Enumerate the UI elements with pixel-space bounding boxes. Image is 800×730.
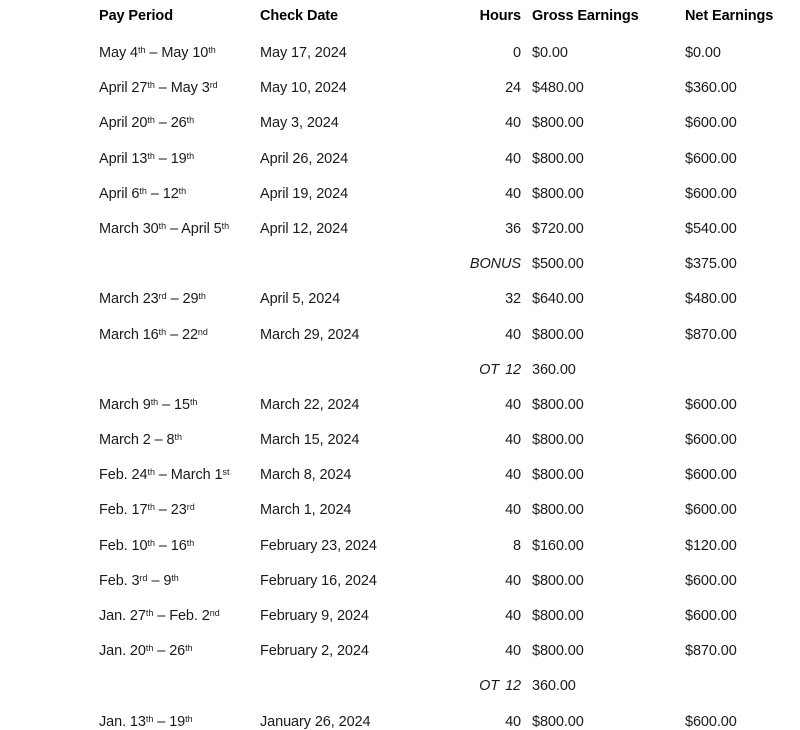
cell-net-earnings: $600.00 [685, 467, 737, 484]
ordinal-suffix: th [185, 713, 193, 724]
cell-check-date: May 17, 2024 [260, 45, 347, 61]
cell-check-date: March 15, 2024 [260, 432, 360, 449]
ordinal-suffix: rd [139, 572, 148, 583]
cell-hours: 40 [505, 150, 521, 167]
cell-net-earnings: $0.00 [685, 45, 721, 61]
ordinal-suffix: th [221, 220, 230, 231]
ordinal-suffix: th [147, 537, 155, 548]
cell-pay-period: April 20th – 26th [99, 115, 195, 132]
cell-net-earnings: $600.00 [685, 713, 737, 730]
table-row [99, 362, 771, 397]
cell-net-earnings: $375.00 [685, 256, 737, 273]
cell-hours: 40 [505, 396, 521, 413]
cell-gross-earnings: $720.00 [532, 220, 584, 237]
cell-hours: 40 [505, 713, 521, 730]
ordinal-suffix: th [158, 326, 167, 337]
cell-net-earnings: $360.00 [685, 80, 737, 97]
overtime-label: OT [479, 678, 500, 695]
ordinal-suffix: th [186, 115, 195, 126]
table-row [99, 115, 771, 150]
cell-pay-period: March 23rd – 29th [99, 291, 206, 308]
cell-net-earnings: $600.00 [685, 185, 737, 202]
cell-gross-earnings: $800.00 [532, 643, 584, 660]
overtime-label: OT [479, 361, 500, 378]
ordinal-suffix: th [138, 44, 146, 55]
table-row [99, 714, 771, 730]
ordinal-suffix: rd [158, 291, 167, 302]
cell-check-date: February 9, 2024 [260, 608, 369, 624]
cell-pay-period [99, 678, 260, 713]
cell-hours: 32 [505, 291, 521, 308]
column-header-gross-earnings: Gross Earnings [532, 8, 639, 24]
cell-pay-period: April 13th – 19th [99, 150, 195, 167]
cell-check-date: April 19, 2024 [260, 185, 349, 202]
cell-gross-earnings: $800.00 [532, 502, 584, 519]
cell-hours: 40 [505, 467, 521, 484]
cell-hours: 40 [505, 432, 521, 449]
cell-pay-period: Feb. 3rd – 9th [99, 572, 179, 589]
cell-gross-earnings: $800.00 [532, 396, 584, 413]
ordinal-suffix: th [185, 643, 193, 654]
cell-gross-earnings: $800.00 [532, 572, 584, 589]
cell-net-earnings: $870.00 [685, 643, 737, 660]
cell-check-date: May 10, 2024 [260, 80, 347, 97]
cell-pay-period: March 30th – April 5th [99, 220, 230, 237]
cell-check-date: April 12, 2024 [260, 220, 349, 237]
cell-pay-period: March 9th – 15th [99, 396, 198, 413]
ordinal-suffix: rd [209, 80, 218, 91]
cell-check-date: February 23, 2024 [260, 537, 377, 554]
table-row [99, 80, 771, 115]
cell-net-earnings: $600.00 [685, 150, 737, 167]
cell-check-date: February 16, 2024 [260, 572, 377, 589]
cell-gross-earnings: $800.00 [532, 608, 584, 624]
table-header [99, 8, 774, 45]
cell-pay-period: Jan. 27th – Feb. 2nd [99, 607, 220, 624]
table-row [99, 502, 771, 537]
table-row [99, 467, 771, 502]
cell-gross-earnings: $640.00 [532, 291, 584, 308]
cell-check-date: April 5, 2024 [260, 291, 341, 308]
cell-pay-period [99, 362, 260, 397]
table-body [99, 45, 771, 730]
cell-net-earnings: $600.00 [685, 432, 737, 449]
cell-gross-earnings: $800.00 [532, 150, 584, 167]
column-header-hours: Hours [479, 8, 521, 24]
cell-check-date [260, 256, 460, 291]
cell-gross-earnings: $480.00 [532, 80, 584, 97]
cell-pay-period [99, 256, 260, 291]
table-row [99, 608, 771, 643]
ordinal-suffix: th [189, 396, 198, 407]
cell-hours: 40 [505, 326, 521, 343]
table-row [99, 643, 771, 678]
cell-gross-earnings: $800.00 [532, 115, 584, 132]
cell-check-date [260, 362, 460, 397]
cell-gross-earnings: 360.00 [532, 361, 576, 378]
table-row [99, 327, 771, 362]
ordinal-suffix: th [147, 80, 155, 91]
cell-hours: 0 [513, 45, 521, 61]
cell-gross-earnings: $800.00 [532, 432, 584, 449]
cell-hours: BONUS [469, 256, 521, 273]
ordinal-suffix: th [171, 572, 179, 583]
cell-check-date: April 26, 2024 [260, 150, 349, 167]
ordinal-suffix: th [158, 220, 167, 231]
column-header-net-earnings: Net Earnings [685, 8, 774, 24]
cell-net-earnings [685, 678, 771, 713]
cell-hours: 24 [505, 80, 521, 97]
table-row [99, 151, 771, 186]
ordinal-suffix: th [145, 713, 154, 724]
cell-check-date: May 3, 2024 [260, 115, 339, 132]
cell-net-earnings: $870.00 [685, 326, 737, 343]
cell-hours: OT 12 [479, 678, 521, 695]
table-row [99, 256, 771, 291]
table-row [99, 538, 771, 573]
table-row [99, 573, 771, 608]
cell-pay-period: Jan. 13th – 19th [99, 713, 193, 730]
ordinal-suffix: th [186, 537, 195, 548]
cell-pay-period: Feb. 17th – 23rd [99, 502, 195, 519]
cell-hours: 36 [505, 220, 521, 237]
cell-hours: 40 [505, 185, 521, 202]
cell-hours: 40 [505, 502, 521, 519]
cell-hours: 8 [513, 537, 521, 554]
cell-check-date: February 2, 2024 [260, 643, 369, 660]
cell-hours: 40 [505, 115, 521, 132]
cell-gross-earnings: $0.00 [532, 45, 568, 61]
cell-pay-period: March 2 – 8th [99, 431, 182, 449]
table-row [99, 221, 771, 256]
table-row [99, 432, 771, 467]
earnings-table [99, 8, 774, 730]
cell-pay-period: Feb. 24th – March 1st [99, 467, 230, 484]
table-row [99, 186, 771, 221]
ordinal-suffix: th [198, 291, 206, 302]
table-header-row [99, 8, 771, 45]
cell-net-earnings: $480.00 [685, 291, 737, 308]
ordinal-suffix: st [222, 467, 230, 478]
cell-net-earnings: $600.00 [685, 572, 737, 589]
ordinal-suffix: rd [186, 502, 195, 513]
ordinal-suffix: th [174, 431, 182, 442]
ordinal-suffix: th [147, 502, 155, 513]
ordinal-suffix: th [145, 643, 154, 654]
cell-gross-earnings: $800.00 [532, 467, 584, 484]
cell-net-earnings: $600.00 [685, 396, 737, 413]
cell-pay-period: May 4th – May 10th [99, 44, 216, 61]
cell-pay-period: Feb. 10th – 16th [99, 537, 195, 554]
ordinal-suffix: th [147, 115, 155, 126]
cell-pay-period: April 6th – 12th [99, 185, 187, 202]
cell-pay-period: March 16th – 22nd [99, 326, 208, 343]
column-header-check-date: Check Date [260, 8, 338, 24]
cell-net-earnings: $540.00 [685, 220, 737, 237]
ordinal-suffix: th [139, 185, 147, 196]
cell-net-earnings: $600.00 [685, 502, 737, 519]
ordinal-suffix: th [147, 467, 155, 478]
cell-gross-earnings: $800.00 [532, 185, 584, 202]
cell-check-date: March 8, 2024 [260, 467, 352, 484]
table-row [99, 291, 771, 326]
cell-gross-earnings: $800.00 [532, 326, 584, 343]
cell-net-earnings: $600.00 [685, 608, 737, 624]
ordinal-suffix: th [150, 396, 159, 407]
cell-check-date [260, 678, 460, 713]
cell-gross-earnings: $500.00 [532, 256, 584, 273]
cell-hours: 40 [505, 643, 521, 660]
table-row [99, 45, 771, 80]
cell-check-date: March 1, 2024 [260, 502, 352, 519]
cell-hours: OT 12 [479, 361, 521, 378]
ordinal-suffix: nd [197, 326, 208, 337]
table-row [99, 678, 771, 713]
ordinal-suffix: th [186, 150, 195, 161]
cell-gross-earnings: 360.00 [532, 678, 576, 695]
ordinal-suffix: th [145, 607, 154, 618]
cell-net-earnings [685, 362, 771, 397]
cell-pay-period: Jan. 20th – 26th [99, 643, 193, 660]
cell-hours: 40 [505, 608, 521, 624]
cell-check-date: March 22, 2024 [260, 396, 360, 413]
cell-gross-earnings: $160.00 [532, 537, 584, 554]
cell-hours: 40 [505, 572, 521, 589]
ordinal-suffix: th [147, 150, 155, 161]
column-header-pay-period: Pay Period [99, 8, 173, 24]
cell-check-date: January 26, 2024 [260, 713, 371, 730]
cell-pay-period: April 27th – May 3rd [99, 80, 218, 97]
ordinal-suffix: nd [209, 607, 220, 618]
table-row [99, 397, 771, 432]
cell-net-earnings: $120.00 [685, 537, 737, 554]
cell-net-earnings: $600.00 [685, 115, 737, 132]
cell-check-date: March 29, 2024 [260, 326, 360, 343]
ordinal-suffix: th [208, 44, 216, 55]
cell-gross-earnings: $800.00 [532, 713, 584, 730]
ordinal-suffix: th [178, 185, 187, 196]
